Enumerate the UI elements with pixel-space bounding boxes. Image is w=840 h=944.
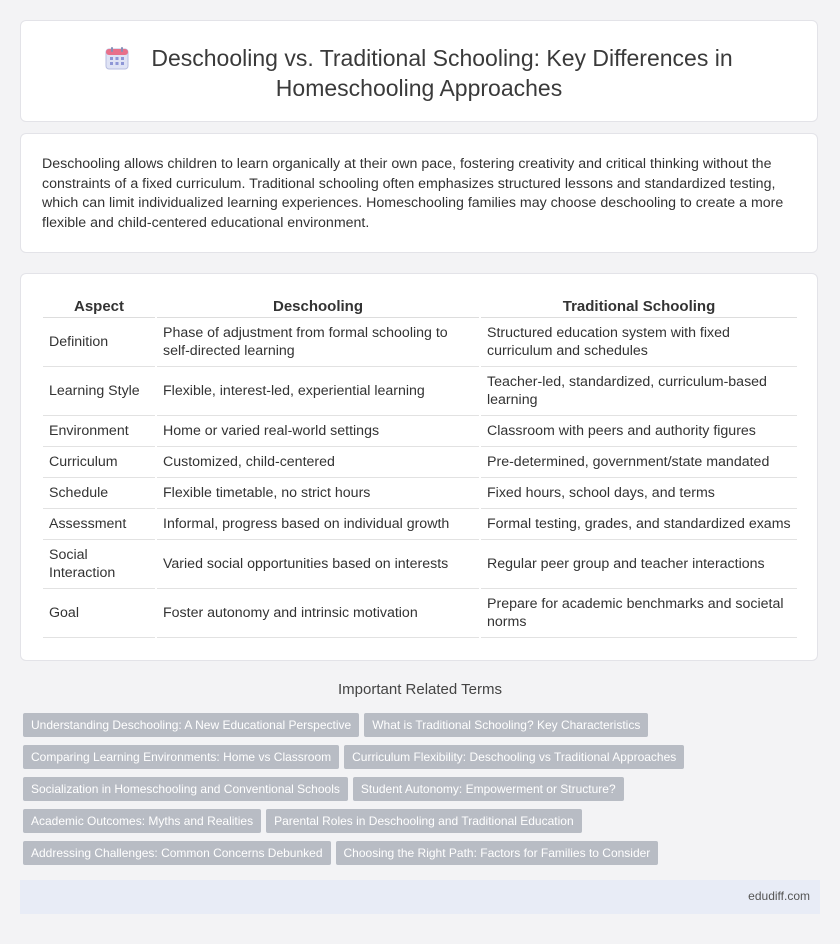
cell-deschooling: Home or varied real-world settings	[157, 416, 479, 447]
header-aspect: Aspect	[43, 296, 155, 318]
header-traditional: Traditional Schooling	[481, 296, 797, 318]
header-deschooling: Deschooling	[157, 296, 479, 318]
cell-traditional: Structured education system with fixed curriculum and schedules	[481, 318, 797, 367]
cell-deschooling: Customized, child-centered	[157, 447, 479, 478]
cell-aspect: Learning Style	[43, 367, 155, 416]
comparison-table	[41, 296, 799, 638]
cell-deschooling: Foster autonomy and intrinsic motivation	[157, 589, 479, 638]
related-term-tag[interactable]: What is Traditional Schooling? Key Characteristics	[364, 713, 648, 737]
calendar-icon	[105, 46, 129, 70]
cell-traditional: Teacher-led, standardized, curriculum-based learning	[481, 367, 797, 416]
table-row	[43, 318, 797, 367]
cell-aspect: Assessment	[43, 509, 155, 540]
cell-deschooling: Phase of adjustment from formal schooling to self-directed learning	[157, 318, 479, 367]
cell-traditional: Formal testing, grades, and standardized exams	[481, 509, 797, 540]
footer	[20, 880, 820, 914]
related-terms-title: Important Related Terms	[338, 681, 502, 698]
cell-aspect: Goal	[43, 589, 155, 638]
table-row	[43, 589, 797, 638]
related-term-tag[interactable]: Curriculum Flexibility: Deschooling vs Traditional Approaches	[344, 745, 684, 769]
related-term-tag[interactable]: Academic Outcomes: Myths and Realities	[23, 809, 261, 833]
table-row	[43, 478, 797, 509]
cell-traditional: Classroom with peers and authority figures	[481, 416, 797, 447]
related-term-tag[interactable]: Student Autonomy: Empowerment or Structure?	[353, 777, 624, 801]
table-row	[43, 447, 797, 478]
page-title: Deschooling vs. Traditional Schooling: Key Differences in Homeschooling Approaches	[151, 45, 733, 101]
related-term-tag[interactable]: Choosing the Right Path: Factors for Families to Consider	[336, 841, 659, 865]
related-term-tag[interactable]: Understanding Deschooling: A New Educational Perspective	[23, 713, 359, 737]
intro-paragraph: Deschooling allows children to learn organically at their own pace, fostering creativity and critical thinking without the constraints of a fixed curriculum. Traditional schooling often emphasizes structured lessons and standardized testing, which can limit individualized learning experiences. Homeschooling families may choose deschooling to create a more flexible and child-centered educational environment.	[42, 156, 784, 231]
comparison-card	[20, 273, 818, 661]
related-term-tag[interactable]: Parental Roles in Deschooling and Traditional Education	[266, 809, 582, 833]
cell-deschooling: Informal, progress based on individual growth	[157, 509, 479, 540]
table-header-row	[43, 296, 797, 318]
cell-deschooling: Varied social opportunities based on interests	[157, 540, 479, 589]
cell-aspect: Curriculum	[43, 447, 155, 478]
footer-site[interactable]: edudiff.com	[748, 889, 810, 903]
table-row	[43, 540, 797, 589]
cell-aspect: Environment	[43, 416, 155, 447]
related-terms-list	[23, 713, 803, 873]
table-row	[43, 509, 797, 540]
table-row	[43, 367, 797, 416]
cell-aspect: Schedule	[43, 478, 155, 509]
intro-card	[20, 133, 818, 253]
related-term-tag[interactable]: Comparing Learning Environments: Home vs Classroom	[23, 745, 339, 769]
cell-traditional: Pre-determined, government/state mandated	[481, 447, 797, 478]
cell-deschooling: Flexible, interest-led, experiential learning	[157, 367, 479, 416]
cell-traditional: Fixed hours, school days, and terms	[481, 478, 797, 509]
cell-traditional: Regular peer group and teacher interactions	[481, 540, 797, 589]
page-title-wrap	[61, 43, 777, 103]
related-term-tag[interactable]: Socialization in Homeschooling and Conventional Schools	[23, 777, 348, 801]
cell-traditional: Prepare for academic benchmarks and societal norms	[481, 589, 797, 638]
related-term-tag[interactable]: Addressing Challenges: Common Concerns Debunked	[23, 841, 331, 865]
header-card	[20, 20, 818, 122]
cell-aspect: Social Interaction	[43, 540, 155, 589]
table-row	[43, 416, 797, 447]
cell-deschooling: Flexible timetable, no strict hours	[157, 478, 479, 509]
cell-aspect: Definition	[43, 318, 155, 367]
